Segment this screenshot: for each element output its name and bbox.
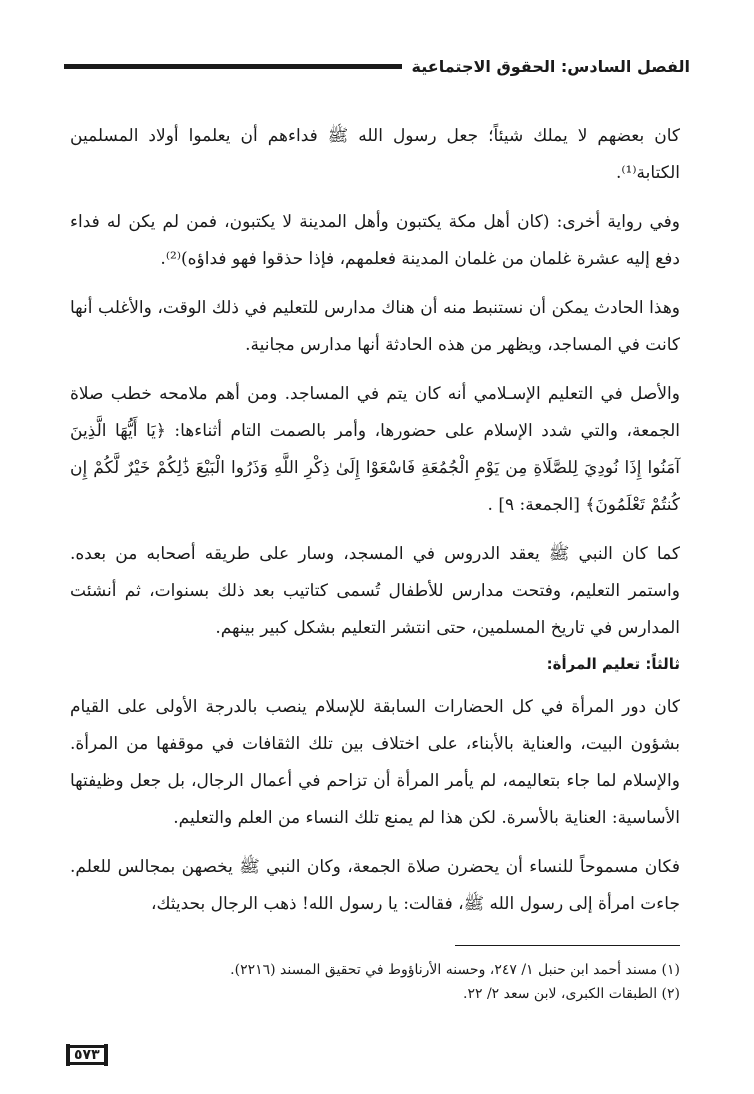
running-header — [64, 52, 690, 80]
page-number-bar-right — [104, 1044, 108, 1066]
paragraph-4: والأصل في التعليم الإسـلامي أنه كان يتم في المساجد. ومن أهم ملامحه خطب صلاة الجمعة، والتي شدد الإسلام على حضورها، وأمر بالصمت التام أثناءها: ﴿يَا أَيُّهَا الَّذِينَ آمَنُوا إِذَا نُودِيَ لِلصَّلَاةِ مِن يَوْمِ الْجُمُعَةِ فَاسْعَوْا إِلَىٰ ذِكْرِ اللَّهِ وَذَرُوا الْبَيْعَ ذَٰلِكُمْ خَيْرٌ لَّكُمْ إِن كُنتُمْ تَعْلَمُونَ﴾ [الجمعة: ٩] . — [70, 384, 680, 515]
paragraph-5: كما كان النبي ﷺ يعقد الدروس في المسجد، وسار على طريقه أصحابه من بعده. واستمر التعليم، وفتحت مدارس للأطفال تُسمى كتاتيب بعد ذلك بسنوات، ثم أنشئت المدارس في تاريخ المسلمين، حتى انتشر التعليم بشكل كبير بينهم. — [70, 544, 680, 638]
chapter-title: الفصل السادس: الحقوق الاجتماعية — [411, 56, 690, 76]
section-subheading: ثالثاً: تعليم المرأة: — [546, 655, 680, 673]
footnote-rule — [455, 945, 680, 946]
paragraph-3: وهذا الحادث يمكن أن نستنبط منه أن هناك مدارس للتعليم في ذلك الوقت، والأغلب أنها كانت في المساجد، ويظهر من هذه الحادثة أنها مدارس مجانية. — [70, 298, 680, 355]
header-rule — [64, 64, 402, 69]
paragraph-7: فكان مسموحاً للنساء أن يحضرن صلاة الجمعة، وكان النبي ﷺ يخصهن بمجالس للعلم. جاءت امرأة إلى رسول الله ﷺ، فقالت: يا رسول الله! ذهب الرجال بحديثك، — [70, 857, 680, 914]
page-number — [66, 1044, 108, 1066]
footnote-2: (٢) الطبقات الكبرى، لابن سعد ٢/ ٢٢. — [463, 986, 680, 1002]
main-text — [70, 118, 680, 935]
paragraph-1: كان بعضهم لا يملك شيئاً؛ جعل رسول الله ﷺ فداءهم أن يعلموا أولاد المسلمين الكتابة⁽¹⁾. — [70, 126, 680, 183]
paragraph-2: وفي رواية أخرى: (كان أهل مكة يكتبون وأهل المدينة لا يكتبون، فمن لم يكن له فداء دفع إليه عشرة غلمان من غلمان المدينة فعلمهم، فإذا حذقوا فهو فداؤه)⁽²⁾. — [70, 212, 680, 269]
footnotes — [70, 958, 680, 1006]
page-number-text: ٥٧٣ — [70, 1045, 104, 1065]
footnote-1: (١) مسند أحمد ابن حنبل ١/ ٢٤٧، وحسنه الأرناؤوط في تحقيق المسند (٢٢١٦). — [230, 962, 680, 978]
paragraph-6: كان دور المرأة في كل الحضارات السابقة للإسلام ينصب بالدرجة الأولى على القيام بشؤون البيت، والعناية بالأبناء، على اختلاف بين تلك الثقافات في موقفها من المرأة. والإسلام لما جاء بتعاليمه، لم يأمر المرأة أن تزاحم في أعمال الرجال، بل جعل وظيفتها الأساسية: العناية بالأسرة. لكن هذا لم يمنع تلك النساء من العلم والتعليم. — [70, 697, 680, 828]
